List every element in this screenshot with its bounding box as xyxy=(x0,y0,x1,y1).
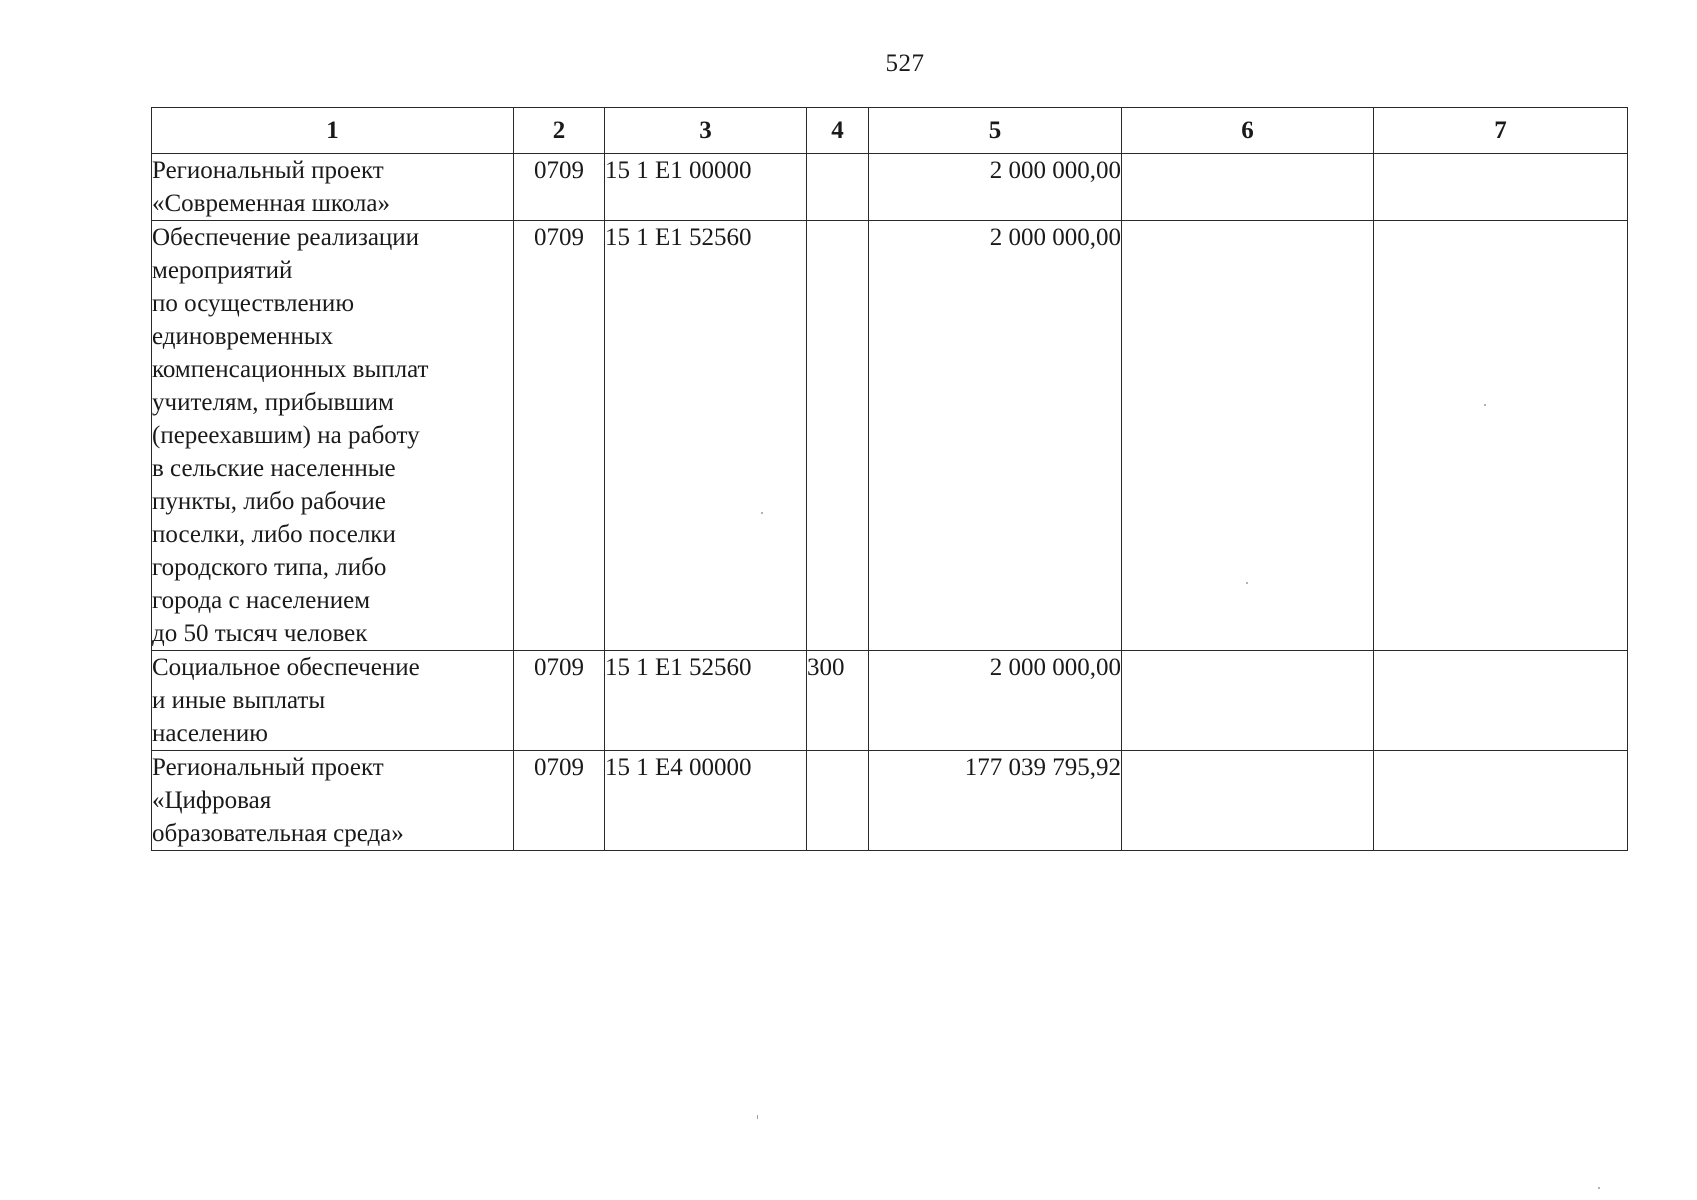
target-code-cell: 15 1 E4 00000 xyxy=(605,751,807,851)
row-name-line: Региональный проект xyxy=(152,754,384,781)
target-code-cell: 15 1 E1 00000 xyxy=(605,154,807,221)
target-code-cell: 15 1 E1 52560 xyxy=(605,221,807,651)
col6-cell xyxy=(1122,221,1374,651)
col6-cell xyxy=(1122,154,1374,221)
amount-cell: 2 000 000,00 xyxy=(869,651,1122,751)
scan-speck xyxy=(1246,582,1248,584)
amount-cell: 177 039 795,92 xyxy=(869,751,1122,851)
table-row xyxy=(152,154,1628,221)
section-code-cell: 0709 xyxy=(514,751,605,851)
amount-cell: 2 000 000,00 xyxy=(869,154,1122,221)
row-name-line: единовременных xyxy=(152,323,334,350)
col7-cell xyxy=(1374,651,1628,751)
row-name-line: до 50 тысяч человек xyxy=(152,620,368,647)
col7-cell xyxy=(1374,751,1628,851)
header-col-4: 4 xyxy=(807,108,869,154)
row-name-cell xyxy=(152,751,514,851)
header-col-3: 3 xyxy=(605,108,807,154)
header-col-7: 7 xyxy=(1374,108,1628,154)
section-code-cell: 0709 xyxy=(514,221,605,651)
table-row xyxy=(152,651,1628,751)
scan-speck xyxy=(757,1115,758,1119)
target-code-cell: 15 1 E1 52560 xyxy=(605,651,807,751)
col7-cell xyxy=(1374,221,1628,651)
header-col-2: 2 xyxy=(514,108,605,154)
table-row xyxy=(152,751,1628,851)
budget-table xyxy=(151,107,1628,851)
row-name-cell xyxy=(152,651,514,751)
row-name-line: «Современная школа» xyxy=(152,190,390,217)
header-col-6: 6 xyxy=(1122,108,1374,154)
scan-speck xyxy=(761,512,763,514)
row-name-line: (переехавшим) на работу xyxy=(152,422,420,449)
row-name-line: Региональный проект xyxy=(152,157,384,184)
expense-type-cell xyxy=(807,751,869,851)
row-name-line: «Цифровая xyxy=(152,787,272,814)
row-name-line: по осуществлению xyxy=(152,290,354,317)
row-name-line: учителям, прибывшим xyxy=(152,389,394,416)
row-name-line: компенсационных выплат xyxy=(152,356,429,383)
row-name-line: Социальное обеспечение xyxy=(152,654,420,681)
header-row xyxy=(152,108,1628,154)
row-name-line: городского типа, либо xyxy=(152,554,387,581)
amount-cell: 2 000 000,00 xyxy=(869,221,1122,651)
page-number: 527 xyxy=(885,50,925,77)
row-name-line: пункты, либо рабочие xyxy=(152,488,386,515)
row-name-line: образовательная среда» xyxy=(152,820,404,847)
section-code-cell: 0709 xyxy=(514,651,605,751)
row-name-line: мероприятий xyxy=(152,257,293,284)
expense-type-cell xyxy=(807,221,869,651)
scan-speck xyxy=(1484,404,1486,406)
row-name-line: населению xyxy=(152,720,268,747)
row-name-line: Обеспечение реализации xyxy=(152,224,420,251)
table-row xyxy=(152,221,1628,651)
expense-type-cell xyxy=(807,154,869,221)
header-col-5: 5 xyxy=(869,108,1122,154)
col6-cell xyxy=(1122,651,1374,751)
row-name-line: в сельские населенные xyxy=(152,455,396,482)
col6-cell xyxy=(1122,751,1374,851)
row-name-line: города с населением xyxy=(152,587,371,614)
row-name-cell xyxy=(152,154,514,221)
col7-cell xyxy=(1374,154,1628,221)
section-code-cell: 0709 xyxy=(514,154,605,221)
scan-speck xyxy=(1598,1187,1600,1189)
expense-type-cell: 300 xyxy=(807,651,869,751)
header-col-1: 1 xyxy=(152,108,514,154)
row-name-line: поселки, либо поселки xyxy=(152,521,396,548)
row-name-line: и иные выплаты xyxy=(152,687,326,714)
row-name-cell xyxy=(152,221,514,651)
